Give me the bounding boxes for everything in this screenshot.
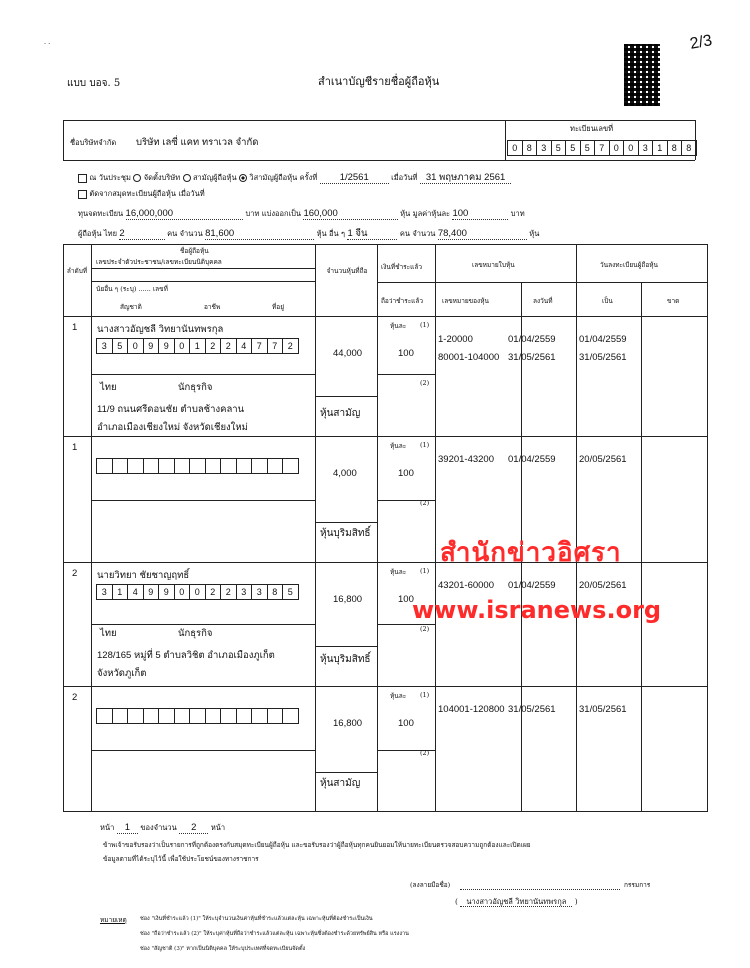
reg-date: 20/05/2561	[579, 580, 627, 591]
note-b: ช่อง "ถือว่าชำระแล้ว (2)" ให้ระบุค่าหุ้นที่ถือว่าชำระแล้วแต่ละหุ้น เฉพาะหุ้นซึ่งต้องชำระด้วยทรัพย์สิน หรือ แรงงาน	[140, 931, 409, 937]
id-digit	[236, 708, 253, 724]
share-number: 1-20000	[438, 334, 473, 345]
col-seq: ลำดับที่	[66, 267, 88, 275]
col-shares-held: จำนวนหุ้นที่ถือ	[326, 267, 368, 275]
radio-extraordinary[interactable]	[239, 174, 247, 182]
id-digit: 1	[189, 338, 206, 354]
id-digit: 2	[220, 338, 237, 354]
reg-no-digit: 8	[681, 140, 697, 156]
per-share-label: หุ้นละ	[390, 322, 407, 330]
scan-mark: · ·	[44, 40, 51, 48]
paid-amount: 100	[398, 348, 414, 359]
id-digit	[205, 708, 222, 724]
certify-text-2: ข้อมูลตามที่ได้ระบุไว้นี้ เพื่อใช้ประโยชน์ของทางราชการ	[103, 855, 259, 863]
id-digit	[251, 708, 268, 724]
id-digit: 9	[143, 338, 160, 354]
shares-held: 16,800	[333, 594, 363, 605]
per-share-label: หุ้นละ	[390, 442, 407, 450]
col-holder: ชื่อผู้ถือหุ้น	[180, 247, 209, 255]
id-digit: 0	[174, 584, 191, 600]
address-line-2: อำเภอเมืองเชียงใหม่ จังหวัดเชียงใหม่	[97, 422, 248, 433]
note-1: (1)	[420, 691, 430, 699]
id-digit	[282, 458, 299, 474]
holder-name: นายวิทยา ชัยชาญฤทธิ์	[97, 570, 190, 581]
form-code: แบบ บอจ. 5	[67, 78, 121, 89]
id-digit	[267, 708, 284, 724]
id-digit	[96, 708, 113, 724]
id-digit	[267, 458, 284, 474]
reg-no-label: ทะเบียนเลขที่	[570, 124, 614, 133]
col-reg-date: วันลงทะเบียนผู้ถือหุ้น	[600, 261, 659, 269]
share-number: 80001-104000	[438, 352, 500, 363]
id-digit: 3	[96, 584, 113, 600]
share-type: หุ้นสามัญ	[320, 408, 361, 419]
col-paid: เงินที่ชำระแล้ว	[381, 263, 422, 271]
id-digit	[282, 708, 299, 724]
paid-amount: 100	[398, 718, 414, 729]
id-digit: 0	[174, 338, 191, 354]
nationality: ไทย	[100, 628, 117, 639]
page-title: สำเนาบัญชีรายชื่อผู้ถือหุ้น	[318, 75, 440, 88]
id-digit	[220, 708, 237, 724]
sign-label: (ลงลายมือชื่อ)	[410, 881, 451, 889]
reg-no-digit: 5	[551, 140, 567, 156]
checkbox-meeting[interactable]	[78, 174, 87, 183]
col-id-hint: เลขประจำตัวประชาชน/เลขทะเบียนนิติบุคคล	[96, 258, 222, 266]
note-2: (2)	[420, 625, 430, 633]
cert-date: 01/04/2559	[508, 580, 556, 591]
capital-line: ทุนจดทะเบียน 16,000,000 บาท แบ่งออกเป็น 160,000 หุ้น มูลค่าหุ้นละ 100 บาท	[78, 208, 525, 219]
col-other-id: นัยอื่น ๆ (ระบุ) ...... เลขที่	[96, 285, 168, 293]
id-digit	[127, 458, 144, 474]
note-1: (1)	[420, 567, 430, 575]
nationality: ไทย	[100, 382, 117, 393]
id-digit: 4	[236, 338, 253, 354]
paid-amount: 100	[398, 594, 414, 605]
share-number: 104001-120800	[438, 704, 505, 715]
row-seq: 2	[72, 692, 78, 703]
reg-date: 31/05/2561	[579, 704, 627, 715]
reg-no-digit: 0	[623, 140, 639, 156]
radio-ordinary[interactable]	[183, 174, 191, 182]
id-digit: 0	[189, 584, 206, 600]
id-boxes	[97, 338, 299, 354]
checkbox-reg-change[interactable]	[78, 190, 87, 199]
col-address: ที่อยู่	[272, 303, 284, 311]
row-seq: 1	[72, 442, 78, 453]
id-digit	[112, 458, 129, 474]
col-cert-date: ลงวันที่	[533, 297, 553, 305]
company-name: บริษัท เลซี่ แคท ทราเวล จำกัด	[136, 137, 259, 148]
note-2: (2)	[420, 499, 430, 507]
watermark-url: www.isranews.org	[412, 596, 662, 624]
id-boxes	[97, 584, 299, 600]
id-digit: 9	[158, 584, 175, 600]
note-1: (1)	[420, 441, 430, 449]
qr-code	[624, 44, 660, 106]
col-paid-deemed: ถือว่าชำระแล้ว	[381, 297, 424, 305]
id-digit: 5	[282, 584, 299, 600]
id-digit	[127, 708, 144, 724]
cert-date: 31/05/2561	[508, 352, 556, 363]
id-digit: 1	[112, 584, 129, 600]
id-digit: 7	[251, 338, 268, 354]
id-digit: 0	[127, 338, 144, 354]
share-number: 43201-60000	[438, 580, 494, 591]
watermark-text: สำนักข่าวอิศรา	[440, 538, 622, 568]
reg-no-boxes	[508, 140, 697, 156]
occupation: นักธุรกิจ	[178, 382, 213, 393]
reg-no-digit: 3	[536, 140, 552, 156]
id-digit	[189, 458, 206, 474]
reg-no-digit: 8	[667, 140, 683, 156]
id-digit: 5	[112, 338, 129, 354]
row-seq: 1	[72, 322, 78, 333]
id-digit	[251, 458, 268, 474]
paid-amount: 100	[398, 468, 414, 479]
reg-no-digit: 5	[580, 140, 596, 156]
share-type: หุ้นบุริมสิทธิ์	[320, 528, 371, 539]
id-digit: 9	[158, 338, 175, 354]
shares-held: 16,800	[333, 718, 363, 729]
id-digit: 9	[143, 584, 160, 600]
id-digit: 4	[127, 584, 144, 600]
share-type: หุ้นบุริมสิทธิ์	[320, 654, 371, 665]
meeting-line: ณ วันประชุม จัดตั้งบริษัท สามัญผู้ถือหุ้น วิสามัญผู้ถือหุ้น ครั้งที่ 1/2561 เมื่อวันที่ 31 พฤษภาคม 2561	[78, 170, 511, 185]
note-a: ช่อง "เงินที่ชำระแล้ว (1)" ให้ระบุจำนวนเงินค่าหุ้นที่ชำระแล้วแต่ละหุ้น เฉพาะหุ้นที่ต้องชำระเป็นเงิน	[140, 916, 373, 922]
company-name-label: ชื่อบริษัทจำกัด	[70, 138, 117, 147]
col-share-no: เลขหมายของหุ้น	[442, 297, 489, 305]
col-ceased: ขาด	[667, 297, 680, 305]
col-became: เป็น	[602, 297, 613, 305]
reg-no-digit: 1	[652, 140, 668, 156]
cert-date: 01/04/2559	[508, 334, 556, 345]
director-label: กรรมการ	[624, 881, 651, 889]
id-digit: 3	[236, 584, 253, 600]
reg-no-digit: 5	[565, 140, 581, 156]
holder-name: นางสาวอัญชลี วิทยานันทพรกุล	[97, 324, 224, 335]
id-digit: 3	[96, 338, 113, 354]
id-digit	[112, 708, 129, 724]
reg-no-digit: 0	[609, 140, 625, 156]
signature-note: 2/3	[688, 32, 714, 53]
id-boxes	[97, 458, 299, 474]
share-type: หุ้นสามัญ	[320, 778, 361, 789]
cert-date: 31/05/2561	[508, 704, 556, 715]
note-2: (2)	[420, 379, 430, 387]
id-boxes	[97, 708, 299, 724]
per-share-label: หุ้นละ	[390, 568, 407, 576]
address-line-1: 11/9 ถนนศรีดอนชัย ตำบลช้างคลาน	[97, 404, 245, 415]
id-digit	[236, 458, 253, 474]
id-digit	[158, 708, 175, 724]
id-digit	[143, 458, 160, 474]
page-counter: หน้า 1 ของจำนวน 2 หน้า	[100, 822, 226, 833]
id-digit: 2	[205, 338, 222, 354]
per-share-label: หุ้นละ	[390, 692, 407, 700]
col-occupation: อาชีพ	[204, 303, 221, 311]
signer-name: ( นางสาวอัญชลี วิทยานันทพรกุล )	[455, 897, 578, 906]
col-cert-no: เลขหมายใบหุ้น	[472, 261, 515, 269]
occupation: นักธุรกิจ	[178, 628, 213, 639]
id-digit	[174, 708, 191, 724]
reg-change-line: ตัดจากสมุดทะเบียนผู้ถือหุ้น เมื่อวันที่	[78, 188, 205, 200]
id-digit: 2	[205, 584, 222, 600]
holders-line: ผู้ถือหุ้น ไทย 2 คน จำนวน 81,600 หุ้น อื่น ๆ 1 จีน คน จำนวน 78,400 หุ้น	[78, 228, 540, 239]
note-c: ช่อง "สัญชาติ (3)" หากเป็นนิติบุคคล ให้ระบุประเทศที่จดทะเบียนจัดตั้ง	[140, 946, 306, 952]
share-number: 39201-43200	[438, 454, 494, 465]
address-line-1: 128/165 หมู่ที่ 5 ตำบลวิชิต อำเภอเมืองภูเก็ต	[97, 650, 275, 661]
row-seq: 2	[72, 568, 78, 579]
reg-no-digit: 8	[522, 140, 538, 156]
id-digit: 3	[251, 584, 268, 600]
id-digit	[143, 708, 160, 724]
id-digit	[189, 708, 206, 724]
certify-text: ข้าพเจ้าขอรับรองว่าเป็นรายการที่ถูกต้องตรงกับสมุดทะเบียนผู้ถือหุ้น และขอรับรองว่าผู้ถือหุ้นทุกคนยินยอมให้นายทะเบียนตรวจสอบความถูกต้องและเปิดเผย	[103, 841, 531, 849]
id-digit: 2	[220, 584, 237, 600]
reg-no-digit: 0	[507, 140, 523, 156]
reg-date: 20/05/2561	[579, 454, 627, 465]
shares-held: 4,000	[333, 468, 357, 479]
id-digit: 8	[267, 584, 284, 600]
reg-date: 31/05/2561	[579, 352, 627, 363]
radio-founding[interactable]	[133, 174, 141, 182]
cert-date: 01/04/2559	[508, 454, 556, 465]
shares-held: 44,000	[333, 348, 363, 359]
id-digit	[174, 458, 191, 474]
reg-date: 01/04/2559	[579, 334, 627, 345]
note-2: (2)	[420, 749, 430, 757]
reg-no-digit: 3	[638, 140, 654, 156]
id-digit	[205, 458, 222, 474]
reg-no-digit: 7	[594, 140, 610, 156]
notes-title: หมายเหตุ	[100, 916, 127, 924]
id-digit: 7	[267, 338, 284, 354]
id-digit	[158, 458, 175, 474]
id-digit: 2	[282, 338, 299, 354]
signature-line	[460, 880, 620, 890]
address-line-2: จังหวัดภูเก็ต	[97, 668, 147, 679]
id-digit	[96, 458, 113, 474]
note-1: (1)	[420, 321, 430, 329]
id-digit	[220, 458, 237, 474]
col-nationality: สัญชาติ	[120, 303, 142, 311]
